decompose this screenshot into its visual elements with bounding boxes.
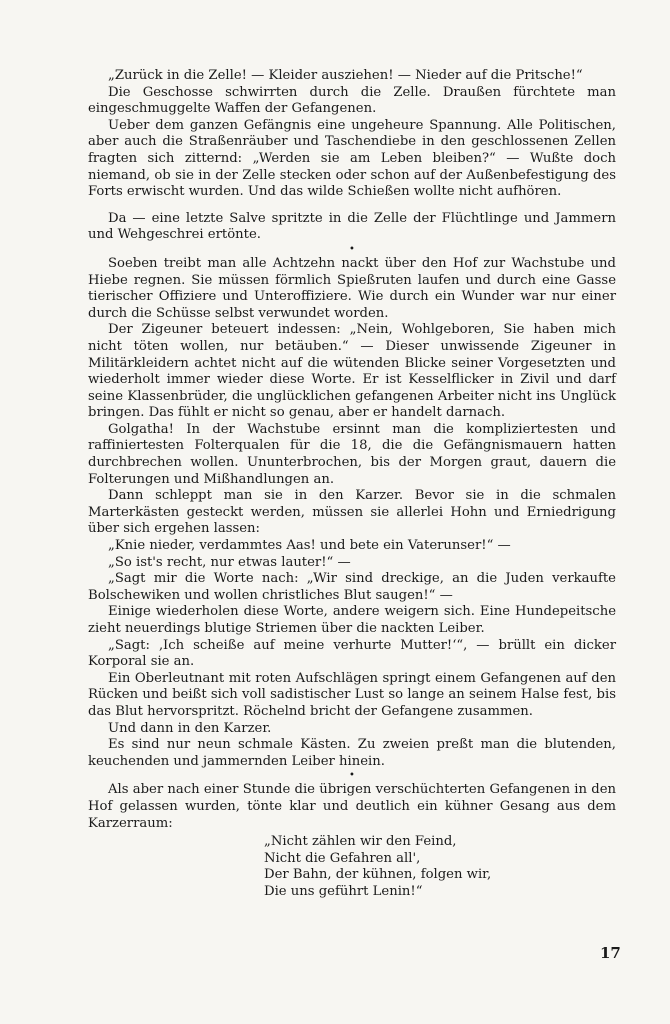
paragraph-6: Der Zigeuner beteuert indessen: „Nein, Wohlgeboren, Sie haben mich nicht töten wollen, nur betäuben.“ — Dieser unwissende Zigeuner in Militärkleidern achtet nicht auf die wütenden Blicke seiner Vorgesetzten und wiederholt immer wieder diese Worte. Er ist Kesselflicker in Zivil und darf seine Klassenbrüder, die unglücklichen gefangenen Arbeiter nicht ins Unglück bringen. Das fühlt er nicht so genau, aber er handelt darnach. (88, 322, 616, 421)
paragraph-9: Einige wiederholen diese Worte, andere weigern sich. Eine Hundepeitsche zieht neuerdings blutige Striemen über die nackten Leiber. (88, 604, 616, 636)
song-verse (264, 834, 616, 900)
paragraph-3: Ueber dem ganzen Gefängnis eine ungeheure Spannung. Alle Politischen, aber auch die Straßenräuber und Taschendiebe in den geschlossenen Zellen fragten sich zitternd: „Werden sie am Leben bleiben?“ — Wußte doch niemand, ob sie in der Zelle stecken oder schon auf der Außenbefestigung des Forts erwischt wurden. Und das wilde Schießen wollte nicht aufhören. (88, 117, 616, 200)
quote-4: „Sagt: ‚Ich scheiße auf meine verhurte Mutter!‘“, — brüllt ein dicker Korporal sie an. (88, 637, 616, 670)
verse-line-3: Der Bahn, der kühnen, folgen wir, (264, 867, 492, 883)
section-separator-1: • (349, 243, 355, 255)
paragraph-2: Die Geschosse schwirrten durch die Zelle. Draußen fürchtete man eingeschmuggelte Waffen der Gefangenen. (88, 84, 616, 117)
quote-3: „Sagt mir die Worte nach: „Wir sind dreckige, an die Juden verkaufte Bolschewiken und wollen christliches Blut saugen!“ — (88, 571, 616, 603)
verse-line-4: Die uns geführt Lenin!“ (264, 883, 423, 899)
verse-line-1: „Nicht zählen wir den Feind, (264, 834, 457, 850)
paragraph-4: Da — eine letzte Salve spritzte in die Zelle der Flüchtlinge und Jammern und Wehgeschrei ertönte. (88, 210, 616, 243)
page-number: 17 (600, 944, 621, 962)
paragraph-7: Golgatha! In der Wachstube ersinnt man die kompliziertesten und raffiniertesten Folterqualen für die 18, die die Gefängnismauern hatten durchbrechen wollen. Ununterbrochen, bis der Morgen graut, dauern die Folterungen und Mißhandlungen an. (88, 421, 616, 487)
section-separator-2: • (349, 770, 355, 782)
quote-2: „So ist's recht, nur etwas lauter!“ — (108, 554, 351, 570)
quote-1: „Knie nieder, verdammtes Aas! und bete ein Vaterunser!“ — (108, 538, 511, 554)
paragraph-10: Ein Oberleutnant mit roten Aufschlägen springt einem Gefangenen auf den Rücken und beißt sich voll sadistischer Lust so lange an seinem Halse fest, bis das Blut hervorspritzt. Röchelnd bricht der Gefangene zusammen. (88, 670, 616, 719)
paragraph-5: Soeben treibt man alle Achtzehn nackt über den Hof zur Wachstube und Hiebe regnen. Sie müssen förmlich Spießruten laufen und durch eine Gasse tierischer Offiziere und Unteroffiziere. Wie durch ein Wunder war nur einer durch die Schüsse selbst verwundet worden. (88, 255, 616, 321)
paragraph-11: Und dann in den Karzer. (108, 720, 272, 736)
verse-line-2: Nicht die Gefahren all', (264, 850, 421, 866)
paragraph-12: Es sind nur neun schmale Kästen. Zu zweien preßt man die blutenden, keuchenden und jammernden Leiber hinein. (88, 737, 616, 769)
paragraph-1: „Zurück in die Zelle! — Kleider ausziehen! — Nieder auf die Pritsche!“ (108, 68, 583, 83)
paragraph-8: Dann schleppt man sie in den Karzer. Bevor sie in die schmalen Marterkästen gesteckt werden, müssen sie allerlei Hohn und Erniedrigung über sich ergehen lassen: (88, 488, 616, 537)
paragraph-13: Als aber nach einer Stunde die übrigen verschüchterten Gefangenen in den Hof gelassen wurden, tönte klar und deutlich ein kühner Gesang aus dem Karzerraum: (88, 782, 616, 831)
page-body (88, 68, 616, 901)
